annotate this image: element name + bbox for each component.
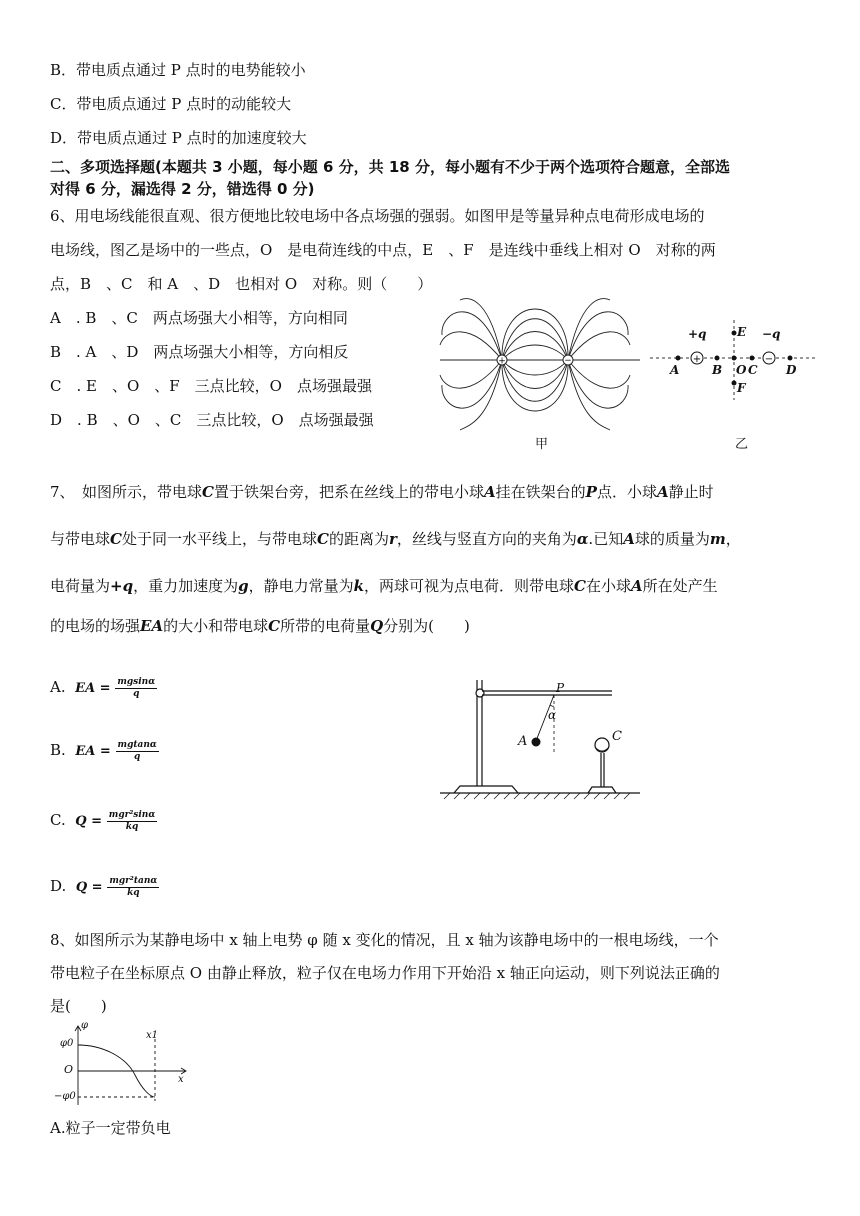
label-e: E: [737, 325, 747, 339]
q8-label-phi0: φ0: [60, 1038, 74, 1049]
q7-iron-stand-figure: [440, 675, 640, 805]
q8-option-a: A.粒子一定带负电: [50, 1119, 171, 1137]
section2-header-line1: 二、多项选择题(本题共 3 小题，每小题 6 分，共 18 分，每小题有不少于两个选项符合题意，全部选: [50, 158, 730, 176]
q7-option-a: A. EA = $\frac{mgsin\alpha}{q}$: [50, 676, 156, 699]
q6-stem-line3: 点，B 、C 和 A 、D 也相对 O 对称。则（ ）: [50, 275, 433, 293]
q5-option-d: D．带电质点通过 P 点时的加速度较大: [50, 129, 307, 147]
label-d: D: [786, 363, 797, 377]
q8-label-x1: x1: [146, 1030, 159, 1041]
svg-text:+: +: [498, 356, 506, 367]
q7-label-p: P: [556, 681, 565, 695]
svg-text:−: −: [764, 354, 774, 365]
q5-option-c: C．带电质点通过 P 点时的动能较大: [50, 95, 292, 113]
label-minus-q: −q: [762, 327, 781, 341]
q7-stem-line2: 与带电球C处于同一水平线上，与带电球C的距离为r，丝线与竖直方向的夹角为α.已知A球的质量为m，: [50, 530, 741, 548]
label-f: F: [737, 381, 746, 395]
q7-stem-line1: 7、 如图所示，带电球C置于铁架台旁，把系在丝线上的带电小球A挂在铁架台的P点．小球A静止时: [50, 483, 714, 501]
q7-option-b: B. EA = $\frac{mgtan\alpha}{q}$: [50, 739, 157, 762]
q6-stem-line2: 电场线，图乙是场中的一些点，O 是电荷连线的中点，E 、F 是连线中垂线上相对 O 对称的两: [50, 241, 716, 259]
q6-stem-line1: 6、用电场线能很直观、很方便地比较电场中各点场强的强弱。如图甲是等量异种点电荷形成电场的: [50, 207, 705, 225]
q6-option-a: A . B 、C 两点场强大小相等，方向相同: [50, 309, 348, 327]
label-a: A: [670, 363, 680, 377]
q8-stem-line3: 是( ): [50, 997, 107, 1015]
q7-label-alpha: α: [548, 708, 557, 722]
q8-stem-line2: 带电粒子在坐标原点 O 由静止释放，粒子仅在电场力作用下开始沿 x 轴正向运动，则下列说法正确的: [50, 964, 720, 982]
q6-option-c: C . E 、O 、F 三点比较，O 点场强最强: [50, 377, 372, 395]
section2-header-line2: 对得 6 分，漏选得 2 分，错选得 0 分): [50, 180, 315, 198]
label-b: B: [712, 363, 723, 377]
q5-option-b: B．带电质点通过 P 点时的电势能较小: [50, 61, 306, 79]
figure-yi-caption: 乙: [735, 437, 749, 452]
q7-stem-line4: 的电场的场强EA的大小和带电球C所带的电荷量Q分别为( ): [50, 617, 470, 635]
q7-label-c: C: [612, 729, 622, 744]
q6-option-b: B . A 、D 两点场强大小相等，方向相反: [50, 343, 349, 361]
figure-jia-field-lines: [440, 300, 640, 430]
q8-label-origin: O: [64, 1063, 74, 1076]
label-plus-q: +q: [688, 327, 707, 341]
q8-label-neg-phi0: −φ0: [54, 1091, 76, 1102]
q7-option-d: D. Q = $\frac{\text{mgr²tanα}}{kq}$: [50, 875, 158, 898]
q8-label-x: x: [178, 1074, 184, 1085]
svg-text:+: +: [692, 354, 702, 365]
q7-option-c: C. Q = $\frac{\text{mgr²sinα}}{kq}$: [50, 809, 156, 832]
figure-jia-caption: 甲: [535, 437, 549, 452]
q8-label-phi: φ: [81, 1020, 89, 1031]
q7-label-a: A: [518, 734, 528, 749]
q7-stem-line3: 电荷量为+q，重力加速度为g，静电力常量为k，两球可视为点电荷．则带电球C在小球A所在处产生: [50, 577, 718, 595]
q8-stem-line1: 8、如图所示为某静电场中 x 轴上电势 φ 随 x 变化的情况，且 x 轴为该静电场中的一根电场线，一个: [50, 931, 719, 949]
q6-option-d: D . B 、O 、C 三点比较，O 点场强最强: [50, 411, 374, 429]
svg-text:−: −: [564, 356, 572, 366]
label-o: O: [736, 363, 747, 377]
label-c: C: [748, 363, 758, 377]
